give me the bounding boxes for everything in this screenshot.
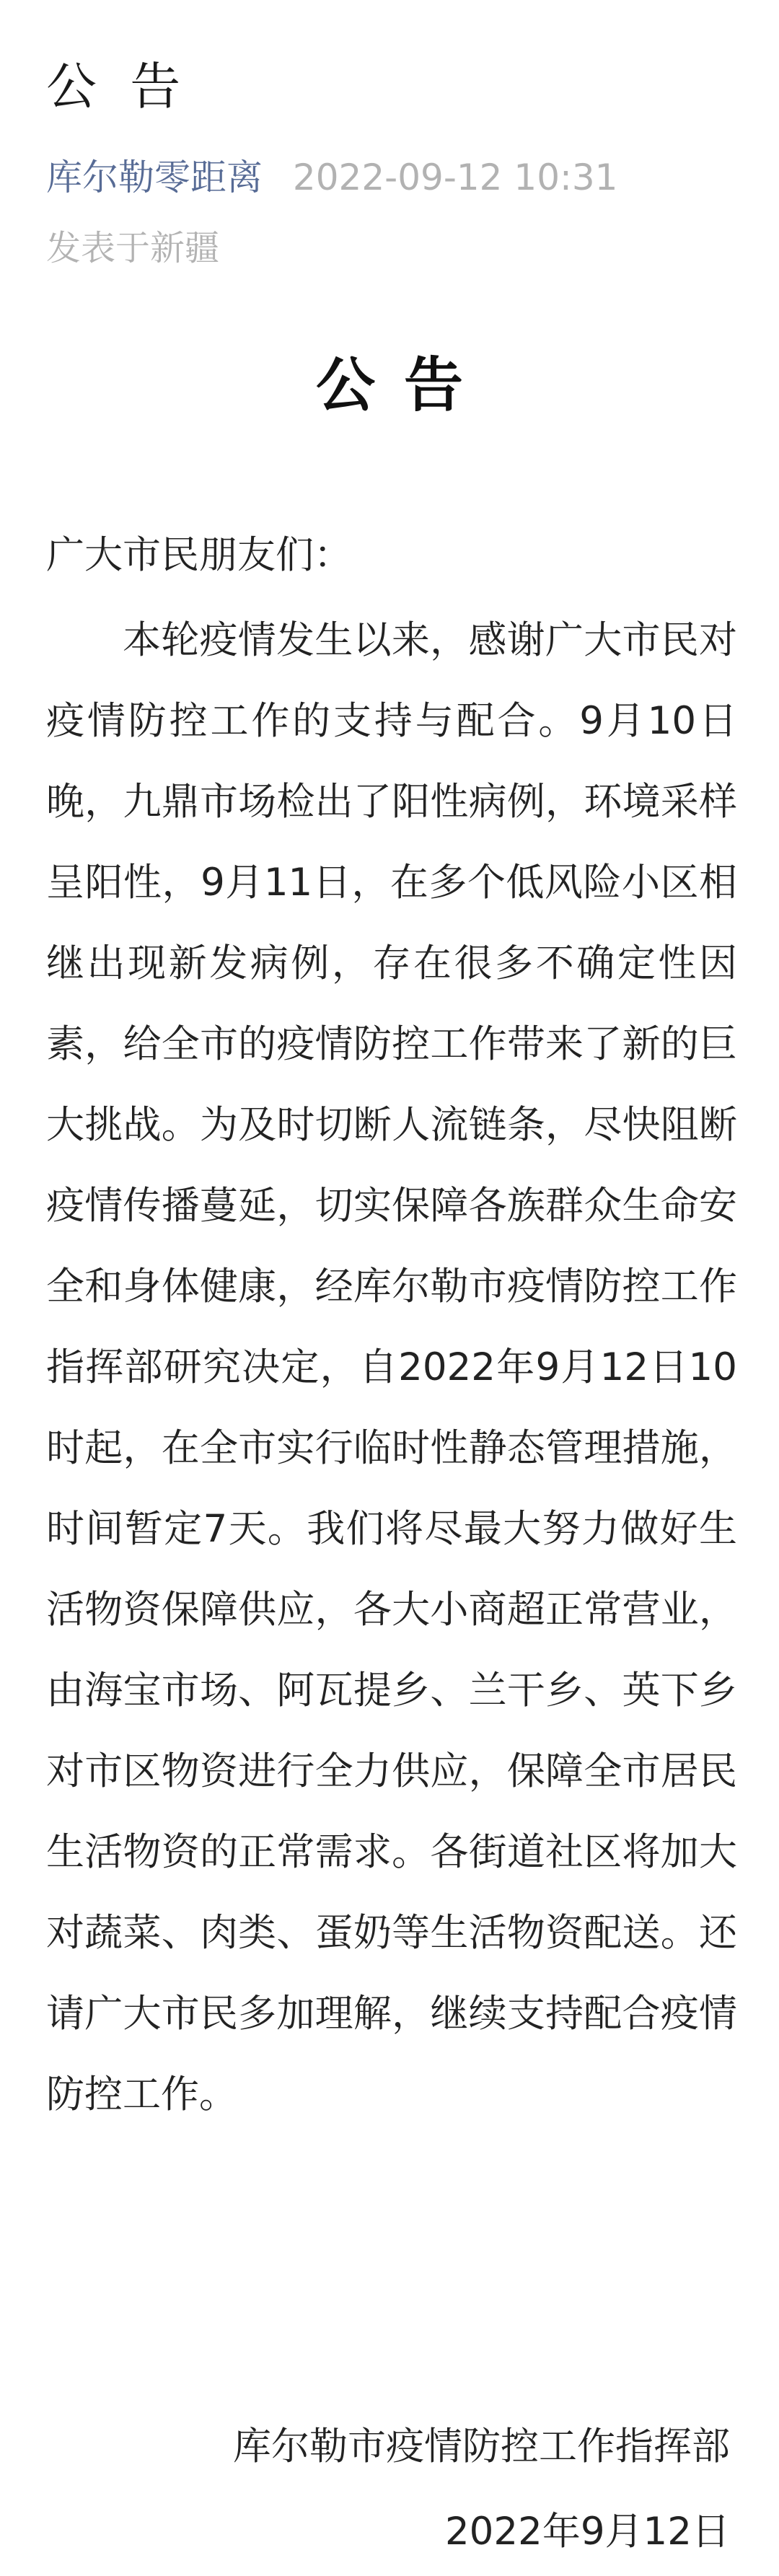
article-meta	[46, 156, 617, 199]
notice-heading: 公告	[315, 351, 492, 420]
notice-body: 本轮疫情发生以来，感谢广大市民对疫情防控工作的支持与配合。9月10日晚，九鼎市场检出了阳性病例，环境采样呈阳性，9月11日，在多个低风险小区相继出现新发病例，存在很多不确定性因素，给全市的疫情防控工作带来了新的巨大挑战。为及时切断人流链条，尽快阻断疫情传播蔓延，切实保障各族群众生命安全和身体健康，经库尔勒市疫情防控工作指挥部研究决定，自2022年9月12日10时起，在全市实行临时性静态管理措施，时间暂定7天。我们将尽最大努力做好生活物资保障供应，各大小商超正常营业，由海宝市场、阿瓦提乡、兰干乡、英下乡对市区物资进行全力供应，保障全市居民生活物资的正常需求。各街道社区将加大对蔬菜、肉类、蛋奶等生活物资配送。还请广大市民多加理解，继续支持配合疫情防控工作。	[46, 618, 737, 2116]
publish-time: 2022-09-12 10:31	[292, 157, 618, 198]
notice-signature: 库尔勒市疫情防控工作指挥部	[233, 2425, 730, 2469]
notice-date: 2022年9月12日	[444, 2510, 730, 2554]
article-title: 公 告	[46, 57, 190, 116]
author-link[interactable]: 库尔勒零距离	[46, 157, 263, 198]
notice-salutation: 广大市民朋友们：	[46, 533, 352, 577]
publish-location: 发表于新疆	[46, 228, 220, 268]
